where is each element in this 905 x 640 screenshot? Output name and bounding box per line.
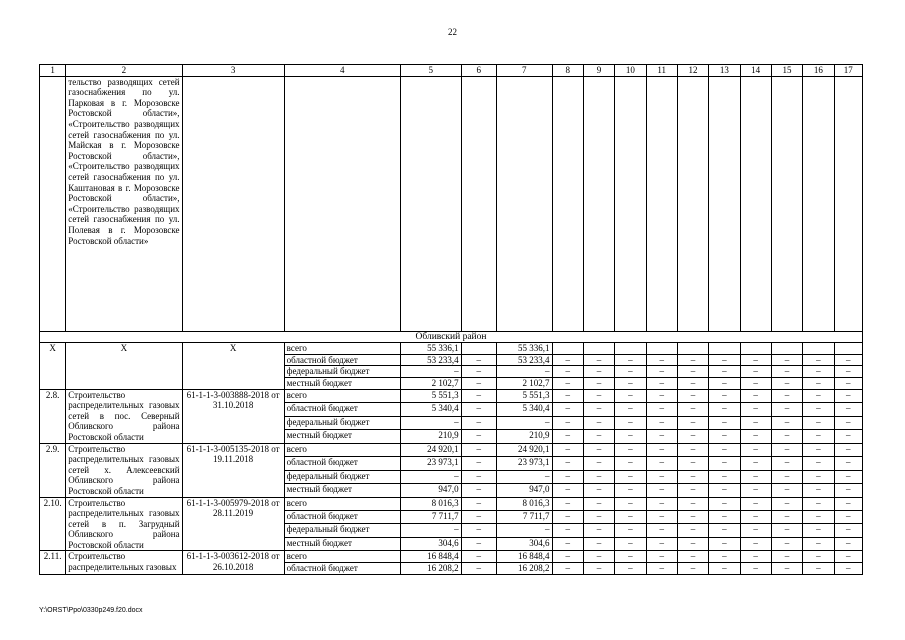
value-year: – [834,551,863,563]
value-year: – [615,457,646,470]
value-year: – [834,563,863,575]
continuation-text: тельство разводящих сетей газоснабжения по ул. Парковая в г. Морозовске Ростовской области», «Строительство разводящих сетей газоснабжения по ул. Майская в г. Морозовске Ростовской области», «Строительство разводящих сетей газоснабжения по ул. Каштановая в г. Морозовске Ростовской области», «Строительство разводящих сетей газоснабжения по ул. Полевая в г. Морозовске Ростовской области» [66,76,182,331]
value-year: – [803,483,834,497]
value-year: – [771,366,802,378]
value-year: – [709,403,740,416]
value-total: – [400,416,461,429]
value-year: – [771,403,802,416]
value-year: – [583,524,614,537]
value-year: – [771,537,802,551]
value-year: – [834,403,863,416]
value-year: – [615,510,646,523]
value-year: – [583,354,614,366]
value-year: – [552,416,583,429]
value-year: – [709,389,740,402]
value-year: – [771,443,802,456]
region-row [40,331,863,343]
value-year: – [771,470,802,483]
value-year: – [615,483,646,497]
value-year: – [740,563,771,575]
budget-label: федеральный бюджет [284,366,400,378]
region-title: Обливский район [40,331,863,343]
value-year: – [740,497,771,510]
value-year: – [646,510,677,523]
value-col6: – [461,497,496,510]
value-year: – [677,537,708,551]
value-year [771,343,802,355]
value-year: – [834,510,863,523]
value-year: – [677,430,708,444]
value-year: – [803,457,834,470]
object-name: Строительство распределительных газовых сетей в п. Загрудный Обливского района Ростовской области [66,497,182,551]
value-year: – [552,510,583,523]
budget-label: местный бюджет [284,377,400,389]
value-year: – [834,497,863,510]
value-year: – [552,430,583,444]
expertise-code: 61-1-1-3-003888-2018 от 31.10.2018 [182,389,284,443]
value-year: – [709,510,740,523]
value-year: – [583,416,614,429]
value-year: – [771,551,802,563]
value-total: 23 973,1 [400,457,461,470]
value-year: – [677,510,708,523]
value-col7: 210,9 [496,430,552,444]
value-year: – [615,416,646,429]
column-header-2: 2 [66,65,182,77]
value-year: – [615,366,646,378]
value-year: – [677,483,708,497]
investment-table [39,64,863,575]
value-year: – [615,354,646,366]
value-col7: – [496,470,552,483]
value-year: – [646,497,677,510]
item-number: 2.11. [40,551,66,574]
value-col6: – [461,470,496,483]
value-year: – [677,551,708,563]
budget-label: местный бюджет [284,537,400,551]
value-year [803,343,834,355]
value-year: – [583,483,614,497]
value-year: – [709,416,740,429]
value-year: – [552,366,583,378]
budget-label: областной бюджет [284,354,400,366]
value-year [677,343,708,355]
value-year: – [615,537,646,551]
value-year [740,343,771,355]
value-year: – [677,377,708,389]
value-year: – [834,416,863,429]
value-year: – [677,354,708,366]
value-year: – [583,563,614,575]
row-marker: Х [182,343,284,389]
value-year: – [740,443,771,456]
value-col6: – [461,551,496,563]
value-year [834,343,863,355]
value-year: – [552,377,583,389]
value-total: – [400,524,461,537]
value-col7: 304,6 [496,537,552,551]
value-year: – [677,497,708,510]
value-year: – [803,366,834,378]
value-year: – [834,443,863,456]
column-header-17: 17 [834,65,863,77]
value-year: – [583,497,614,510]
value-total: 5 340,4 [400,403,461,416]
budget-label: местный бюджет [284,483,400,497]
value-year: – [771,524,802,537]
value-year: – [740,416,771,429]
value-year: – [677,457,708,470]
value-col6: – [461,483,496,497]
value-year: – [677,403,708,416]
value-year [583,343,614,355]
value-total: 16 208,2 [400,563,461,575]
value-year: – [646,563,677,575]
value-year: – [615,403,646,416]
budget-label: областной бюджет [284,457,400,470]
column-header-7: 7 [496,65,552,77]
value-year: – [615,470,646,483]
value-year: – [740,510,771,523]
value-col6: – [461,524,496,537]
value-year: – [740,366,771,378]
value-year: – [709,366,740,378]
value-year: – [834,483,863,497]
value-col6: – [461,563,496,575]
column-header-4: 4 [284,65,400,77]
value-year: – [834,354,863,366]
budget-label: всего [284,551,400,563]
value-year: – [803,470,834,483]
value-year: – [583,403,614,416]
expertise-code: 61-1-1-3-005979-2018 от 28.11.2019 [182,497,284,551]
item-number: 2.9. [40,443,66,497]
budget-label: областной бюджет [284,403,400,416]
value-col7: 2 102,7 [496,377,552,389]
value-year: – [677,416,708,429]
value-year: – [646,551,677,563]
value-year: – [646,430,677,444]
value-year: – [646,416,677,429]
value-col6: – [461,510,496,523]
value-year: – [646,483,677,497]
expertise-code: 61-1-1-3-005135-2018 от 19.11.2018 [182,443,284,497]
column-header-10: 10 [615,65,646,77]
column-number-row [40,65,863,77]
budget-label: всего [284,343,400,355]
value-year: – [803,510,834,523]
column-header-14: 14 [740,65,771,77]
value-col7: 16 208,2 [496,563,552,575]
value-year: – [771,389,802,402]
value-col6: – [461,403,496,416]
value-year: – [709,470,740,483]
column-header-1: 1 [40,65,66,77]
value-year: – [709,354,740,366]
value-year: – [646,354,677,366]
value-col7: 947,0 [496,483,552,497]
value-year: – [771,416,802,429]
value-total: 24 920,1 [400,443,461,456]
value-year: – [803,403,834,416]
value-year: – [740,524,771,537]
value-year: – [552,470,583,483]
column-header-13: 13 [709,65,740,77]
value-col6: – [461,537,496,551]
budget-label: всего [284,497,400,510]
column-header-11: 11 [646,65,677,77]
value-year: – [615,443,646,456]
column-header-3: 3 [182,65,284,77]
value-year: – [834,537,863,551]
value-year [646,343,677,355]
value-year: – [709,537,740,551]
value-year: – [740,389,771,402]
value-year: – [709,483,740,497]
value-year: – [552,537,583,551]
value-year: – [834,430,863,444]
value-col7: 53 233,4 [496,354,552,366]
value-year: – [552,563,583,575]
value-year: – [583,377,614,389]
value-year: – [552,497,583,510]
value-year: – [740,470,771,483]
value-year: – [803,537,834,551]
value-year: – [709,443,740,456]
value-year: – [583,443,614,456]
value-year: – [709,377,740,389]
value-year: – [583,366,614,378]
value-col7: 55 336,1 [496,343,552,355]
value-year: – [740,377,771,389]
value-year: – [615,430,646,444]
budget-label: федеральный бюджет [284,524,400,537]
column-header-6: 6 [461,65,496,77]
object-name: Строительство распределительных газовых сетей х. Алексеевский Обливского района Ростовской области [66,443,182,497]
value-col6: – [461,389,496,402]
value-col6: – [461,430,496,444]
value-year: – [646,524,677,537]
value-year: – [834,457,863,470]
value-year: – [709,551,740,563]
value-year: – [646,443,677,456]
value-col7: 8 016,3 [496,497,552,510]
value-year: – [615,563,646,575]
value-year: – [552,389,583,402]
value-year: – [740,551,771,563]
value-year: – [740,430,771,444]
value-year: – [583,430,614,444]
value-col6: – [461,366,496,378]
value-year: – [771,354,802,366]
value-year: – [709,563,740,575]
value-year: – [646,389,677,402]
value-col6: – [461,416,496,429]
value-year: – [803,389,834,402]
value-year: – [740,403,771,416]
value-total: 2 102,7 [400,377,461,389]
value-col6: – [461,443,496,456]
value-col7: 5 551,3 [496,389,552,402]
value-year: – [646,366,677,378]
value-year: – [615,497,646,510]
value-year: – [709,497,740,510]
value-total: – [400,470,461,483]
value-year: – [834,524,863,537]
value-col6: – [461,457,496,470]
value-year [709,343,740,355]
value-year: – [677,470,708,483]
value-year [615,343,646,355]
expertise-code: 61-1-1-3-003612-2018 от 26.10.2018 [182,551,284,574]
value-year: – [552,443,583,456]
value-col7: 7 711,7 [496,510,552,523]
value-year: – [771,510,802,523]
value-year: – [771,483,802,497]
value-year: – [583,537,614,551]
budget-label: всего [284,389,400,402]
value-year: – [646,377,677,389]
value-year: – [709,524,740,537]
value-year: – [740,483,771,497]
column-header-12: 12 [677,65,708,77]
budget-label: федеральный бюджет [284,416,400,429]
value-year: – [771,430,802,444]
value-year: – [583,389,614,402]
value-year: – [552,551,583,563]
value-year: – [646,403,677,416]
value-year: – [803,354,834,366]
value-year: – [583,457,614,470]
budget-label: всего [284,443,400,456]
value-year: – [615,524,646,537]
value-year: – [677,366,708,378]
value-year: – [646,457,677,470]
value-total: – [400,366,461,378]
value-year: – [803,430,834,444]
value-year: – [771,457,802,470]
value-year: – [677,524,708,537]
value-col7: 5 340,4 [496,403,552,416]
totals-row [40,343,863,355]
value-year: – [803,563,834,575]
value-total: 7 711,7 [400,510,461,523]
object-name: Строительство распределительных газовых сетей в пос. Северный Обливского района Ростовской области [66,389,182,443]
column-header-16: 16 [803,65,834,77]
value-year: – [834,389,863,402]
footer-file-path: Y:\ORST\Ppo\0330p249.f20.docx [39,607,143,614]
value-col7: 23 973,1 [496,457,552,470]
value-year: – [552,354,583,366]
value-year: – [552,524,583,537]
value-year: – [803,443,834,456]
item-number: 2.8. [40,389,66,443]
budget-label: федеральный бюджет [284,470,400,483]
row-marker: Х [40,343,66,389]
value-total: 55 336,1 [400,343,461,355]
value-year: – [740,537,771,551]
budget-label: областной бюджет [284,510,400,523]
value-year: – [583,510,614,523]
value-year: – [803,524,834,537]
value-year: – [552,403,583,416]
value-year: – [771,377,802,389]
value-year: – [834,377,863,389]
value-year: – [552,457,583,470]
value-year: – [677,563,708,575]
value-year: – [677,443,708,456]
value-year: – [834,366,863,378]
item-number: 2.10. [40,497,66,551]
table-row [40,551,863,563]
value-year: – [740,457,771,470]
value-year: – [646,470,677,483]
value-year: – [803,416,834,429]
table-row [40,389,863,402]
value-col6: – [461,354,496,366]
value-year: – [803,377,834,389]
value-year: – [615,551,646,563]
value-total: 16 848,4 [400,551,461,563]
value-total: 210,9 [400,430,461,444]
object-name: Строительство распределительных газовых [66,551,182,574]
value-year: – [740,354,771,366]
budget-label: местный бюджет [284,430,400,444]
value-year: – [803,497,834,510]
value-col7: – [496,366,552,378]
value-year: – [552,483,583,497]
value-total: 8 016,3 [400,497,461,510]
value-year: – [583,470,614,483]
column-header-9: 9 [583,65,614,77]
value-year: – [677,389,708,402]
value-year: – [771,497,802,510]
value-total: 53 233,4 [400,354,461,366]
value-total: 304,6 [400,537,461,551]
value-total: 947,0 [400,483,461,497]
column-header-8: 8 [552,65,583,77]
value-col7: – [496,416,552,429]
table-row [40,497,863,510]
page-number: 22 [448,27,457,37]
column-header-5: 5 [400,65,461,77]
row-marker: Х [66,343,182,389]
value-col7: – [496,524,552,537]
value-year: – [615,377,646,389]
value-year: – [709,430,740,444]
value-total: 5 551,3 [400,389,461,402]
value-year: – [803,551,834,563]
value-year: – [646,537,677,551]
budget-label: областной бюджет [284,563,400,575]
value-year: – [834,470,863,483]
value-year [552,343,583,355]
value-col7: 16 848,4 [496,551,552,563]
value-col6: – [461,377,496,389]
value-year: – [583,551,614,563]
value-year: – [771,563,802,575]
table-row [40,443,863,456]
value-year: – [709,457,740,470]
column-header-15: 15 [771,65,802,77]
value-year: – [615,389,646,402]
table-body [40,65,863,575]
value-col7: 24 920,1 [496,443,552,456]
value-col6 [461,343,496,355]
continuation-row [40,76,863,331]
